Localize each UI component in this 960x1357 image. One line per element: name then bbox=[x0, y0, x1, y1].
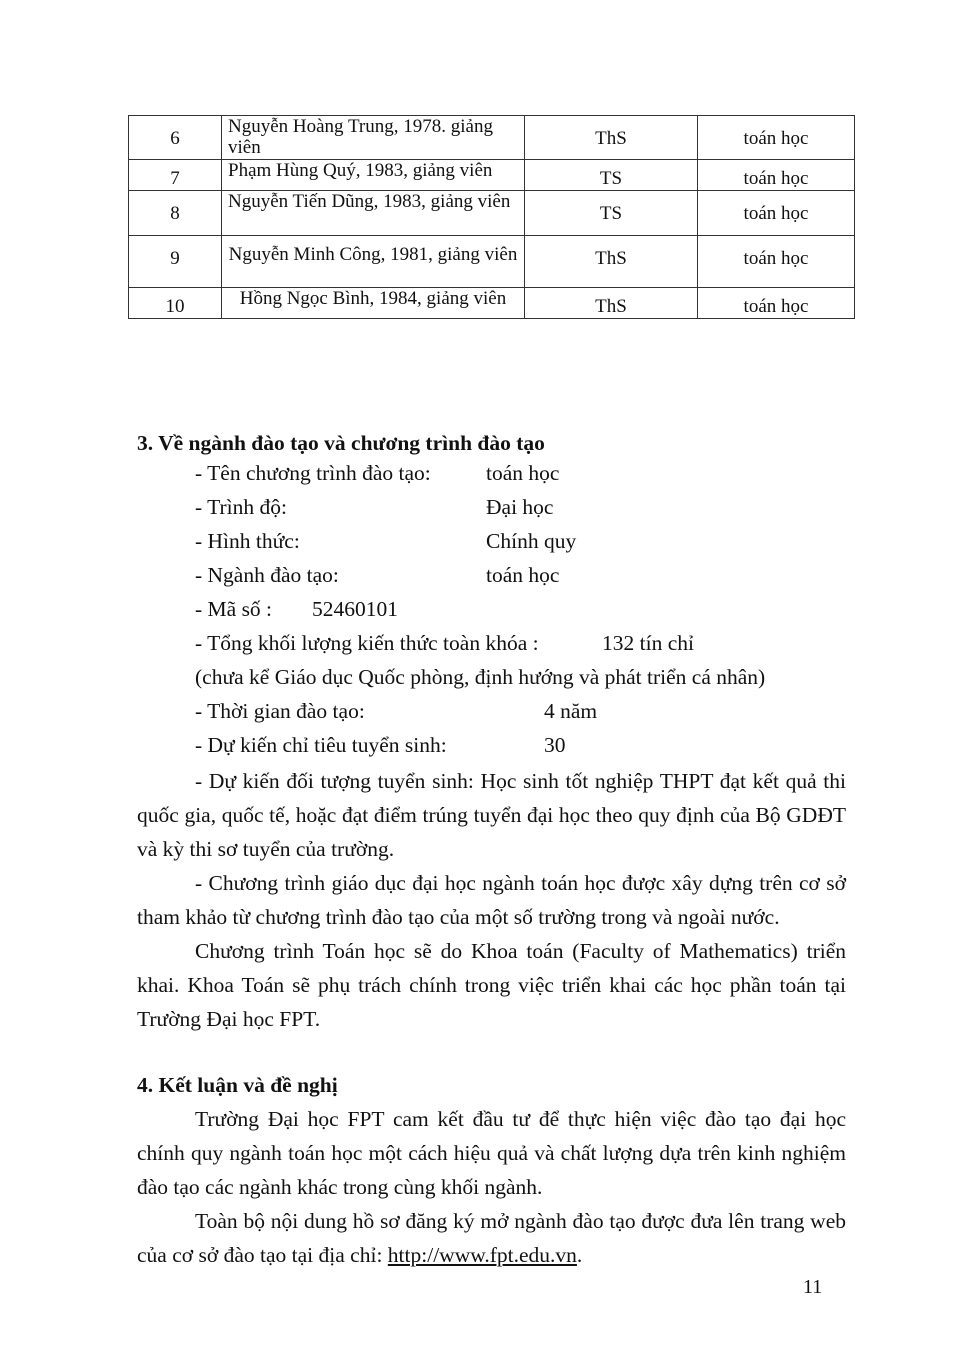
staff-table bbox=[128, 115, 855, 319]
form-value: Chính quy bbox=[486, 529, 577, 553]
conclusion-paragraph: Trường Đại học FPT cam kết đầu tư để thực hiện việc đào tạo đại học chính quy ngành toán học một cách hiệu quả và chất lượng dựa trên kinh nghiệm đào tạo các ngành khác trong cùng khối ngành. bbox=[137, 1107, 846, 1199]
cell-degree: TS bbox=[525, 160, 698, 191]
level-label: - Trình độ: bbox=[195, 495, 288, 519]
program-name-value: toán học bbox=[486, 461, 560, 485]
admission-paragraph: - Dự kiến đối tượng tuyển sinh: Học sinh tốt nghiệp THPT đạt kết quả thi quốc gia, quốc tế, hoặc đạt điểm trúng tuyển đại học theo quy định của Bộ GDĐT và kỳ thi sơ tuyển của trường. bbox=[137, 769, 846, 861]
page-number: 11 bbox=[803, 1276, 823, 1298]
duration-value: 4 năm bbox=[544, 699, 598, 723]
cell-field: toán học bbox=[698, 236, 855, 288]
program-name-label: - Tên chương trình đào tạo: bbox=[195, 461, 431, 485]
website-text: Toàn bộ nội dung hồ sơ đăng ký mở ngành đào tạo được đưa lên trang web của cơ sở đào tạo tại địa chỉ: bbox=[137, 1209, 846, 1267]
website-paragraph bbox=[137, 1204, 846, 1272]
level-value: Đại học bbox=[486, 495, 554, 519]
cell-degree: ThS bbox=[525, 288, 698, 319]
form-label: - Hình thức: bbox=[195, 529, 300, 553]
cell-no: 9 bbox=[129, 236, 222, 288]
duration-label: - Thời gian đào tạo: bbox=[195, 699, 365, 723]
cell-name: Nguyễn Minh Công, 1981, giảng viên bbox=[222, 236, 525, 288]
credits-note: (chưa kể Giáo dục Quốc phòng, định hướng và phát triển cá nhân) bbox=[195, 665, 766, 689]
cell-no: 6 bbox=[129, 116, 222, 160]
cell-no: 8 bbox=[129, 191, 222, 236]
major-value: toán học bbox=[486, 563, 560, 587]
credits-label: - Tổng khối lượng kiến thức toàn khóa : bbox=[195, 631, 539, 655]
website-link[interactable]: http://www.fpt.edu.vn bbox=[387, 1243, 577, 1267]
faculty-paragraph: Chương trình Toán học sẽ do Khoa toán (Faculty of Mathematics) triển khai. Khoa Toán sẽ phụ trách chính trong việc triển khai các học phần toán tại Trường Đại học FPT. bbox=[137, 939, 846, 1031]
cell-name: Nguyễn Tiến Dũng, 1983, giảng viên bbox=[222, 191, 525, 236]
code-label: - Mã số : bbox=[195, 597, 273, 621]
cell-degree: TS bbox=[525, 191, 698, 236]
major-label: - Ngành đào tạo: bbox=[195, 563, 339, 587]
quota-label: - Dự kiến chỉ tiêu tuyển sinh: bbox=[195, 733, 447, 757]
section-3-heading: 3. Về ngành đào tạo và chương trình đào tạo bbox=[137, 431, 545, 455]
cell-name: Nguyễn Hoàng Trung, 1978. giảng viên bbox=[222, 116, 525, 160]
table-row bbox=[129, 191, 855, 236]
credits-value: 132 tín chỉ bbox=[602, 631, 694, 655]
cell-field: toán học bbox=[698, 191, 855, 236]
section-4-heading: 4. Kết luận và đề nghị bbox=[137, 1073, 338, 1097]
cell-no: 7 bbox=[129, 160, 222, 191]
cell-name: Phạm Hùng Quý, 1983, giảng viên bbox=[222, 160, 525, 191]
code-value: 52460101 bbox=[312, 597, 398, 621]
curriculum-paragraph: - Chương trình giáo dục đại học ngành toán học được xây dựng trên cơ sở tham khảo từ chương trình đào tạo của một số trường trong và ngoài nước. bbox=[137, 871, 846, 929]
quota-value: 30 bbox=[544, 733, 566, 757]
cell-field: toán học bbox=[698, 160, 855, 191]
table-row bbox=[129, 160, 855, 191]
cell-degree: ThS bbox=[525, 236, 698, 288]
table-row bbox=[129, 236, 855, 288]
website-period: . bbox=[576, 1243, 583, 1267]
table-row bbox=[129, 288, 855, 319]
cell-degree: ThS bbox=[525, 116, 698, 160]
cell-no: 10 bbox=[129, 288, 222, 319]
cell-name: Hồng Ngọc Bình, 1984, giảng viên bbox=[222, 288, 525, 319]
table-row bbox=[129, 116, 855, 160]
cell-field: toán học bbox=[698, 288, 855, 319]
cell-field: toán học bbox=[698, 116, 855, 160]
